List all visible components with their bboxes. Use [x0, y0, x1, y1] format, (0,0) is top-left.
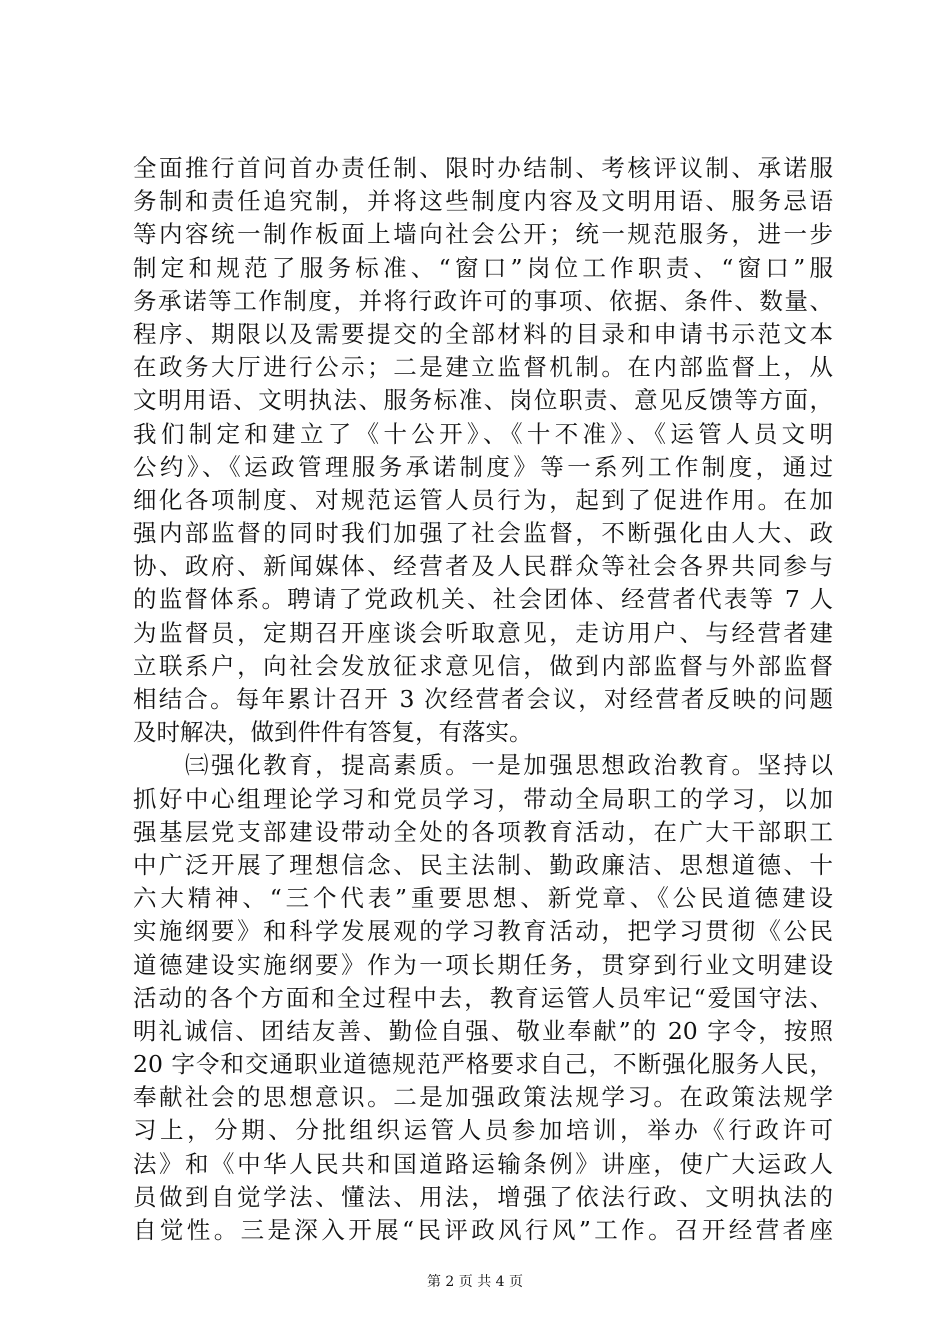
- text-line: 在政务大厅进行公示；二是建立监督机制。在内部监督上，从: [133, 353, 833, 382]
- text-line: 细化各项制度、对规范运管人员行为，起到了促进作用。在加: [133, 485, 833, 514]
- text-line: 我们制定和建立了《十公开》、《十不准》、《运管人员文明: [133, 419, 833, 448]
- text-line: 文明用语、文明执法、服务标准、岗位职责、意见反馈等方面，: [133, 386, 833, 415]
- body-text: [133, 152, 833, 1247]
- text-line: 强基层党支部建设带动全处的各项教育活动，在广大干部职工: [133, 817, 833, 846]
- text-line: 强内部监督的同时我们加强了社会监督，不断强化由人大、政: [133, 519, 833, 548]
- text-line: 道德建设实施纲要》作为一项长期任务，贯穿到行业文明建设: [133, 950, 833, 979]
- text-line: 中广泛开展了理想信念、民主法制、勤政廉洁、思想道德、十: [133, 850, 833, 879]
- text-line: 务承诺等工作制度，并将行政许可的事项、依据、条件、数量、: [133, 286, 833, 315]
- text-line: 协、政府、新闻媒体、经营者及人民群众等社会各界共同参与: [133, 552, 833, 581]
- text-line: ㈢强化教育，提高素质。一是加强思想政治教育。坚持以: [133, 751, 833, 780]
- text-line: 的监督体系。聘请了党政机关、社会团体、经营者代表等 7 人: [133, 585, 833, 614]
- text-line: 活动的各个方面和全过程中去，教育运管人员牢记“爱国守法、: [133, 983, 833, 1012]
- text-line: 务制和责任追究制，并将这些制度内容及文明用语、服务忌语: [133, 187, 833, 216]
- text-line: 自觉性。三是深入开展“民评政风行风”工作。召开经营者座: [133, 1216, 833, 1244]
- text-line: 奉献社会的思想意识。二是加强政策法规学习。在政策法规学: [133, 1083, 833, 1112]
- text-line: 程序、期限以及需要提交的全部材料的目录和申请书示范文本: [133, 319, 833, 348]
- text-line: 立联系户，向社会发放征求意见信，做到内部监督与外部监督: [133, 651, 833, 680]
- text-line: 习上，分期、分批组织运管人员参加培训，举办《行政许可: [133, 1116, 833, 1145]
- text-line: 20 字令和交通职业道德规范严格要求自己，不断强化服务人民，: [133, 1050, 833, 1079]
- text-line: 为监督员，定期召开座谈会听取意见，走访用户、与经营者建: [133, 618, 833, 647]
- text-line: 公约》、《运政管理服务承诺制度》等一系列工作制度，通过: [133, 452, 833, 481]
- text-line: 实施纲要》和科学发展观的学习教育活动，把学习贯彻《公民: [133, 917, 833, 946]
- text-line: 相结合。每年累计召开 3 次经营者会议，对经营者反映的问题: [133, 685, 833, 713]
- text-line: 法》和《中华人民共和国道路运输条例》讲座，使广大运政人: [133, 1149, 833, 1178]
- text-line: 员做到自觉学法、懂法、用法，增强了依法行政、文明执法的: [133, 1182, 833, 1211]
- text-line: 六大精神、“三个代表”重要思想、新党章、《公民道德建设: [133, 884, 833, 913]
- text-line: 明礼诚信、团结友善、勤俭自强、敬业奉献”的 20 字令，按照: [133, 1016, 833, 1045]
- text-line: 等内容统一制作板面上墙向社会公开；统一规范服务，进一步: [133, 220, 833, 249]
- text-line: 抓好中心组理论学习和党员学习，带动全局职工的学习，以加: [133, 784, 833, 813]
- page-footer: 第 2 页 共 4 页: [426, 1274, 524, 1290]
- text-line: 全面推行首问首办责任制、限时办结制、考核评议制、承诺服: [133, 154, 833, 182]
- text-line: 及时解决，做到件件有答复，有落实。: [133, 718, 533, 747]
- text-line: 制定和规范了服务标准、“窗口”岗位工作职责、“窗口”服: [133, 253, 833, 282]
